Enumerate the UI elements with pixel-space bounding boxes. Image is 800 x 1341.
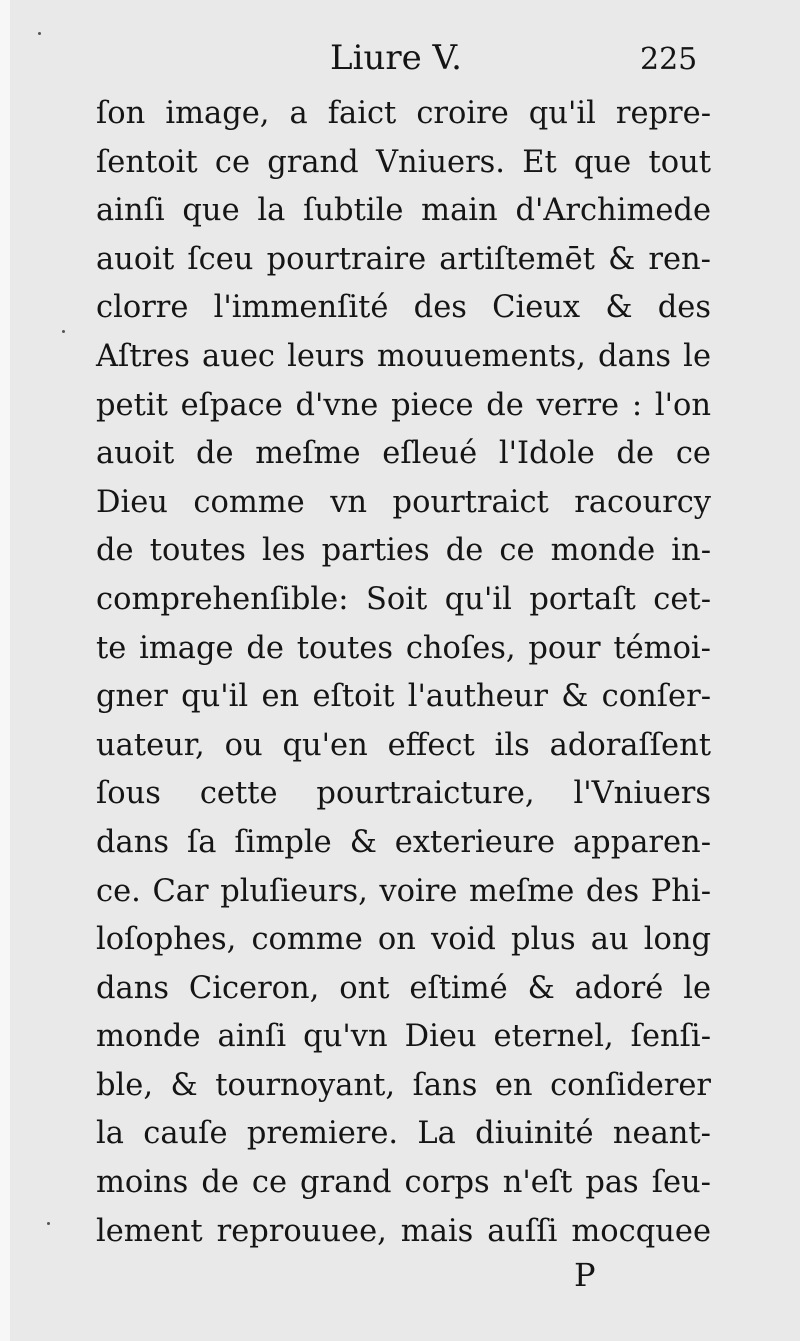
text-line: comprehenſible: Soit qu'il portaſt cet-: [96, 581, 711, 617]
text-line: loſophes, comme on void plus au long: [96, 922, 711, 958]
text-line: uateur, ou qu'en effect ils adoraſſent: [96, 727, 711, 763]
text-line: lement reprouuee, mais auſſi mocquee: [96, 1213, 711, 1249]
text-line: ſon image, a faict croire qu'il repre-: [96, 96, 711, 131]
ink-speck: [38, 32, 41, 35]
text-line: clorre l'immenſité des Cieux & des: [96, 290, 711, 326]
body-text: [96, 90, 711, 1256]
page-edge: [0, 0, 10, 1341]
text-line: ce. Car pluſieurs, voire meſme des Phi-: [96, 873, 711, 909]
text-line: monde ainſi qu'vn Dieu eternel, ſenſi-: [96, 1019, 711, 1055]
text-line: te image de toutes choſes, pour témoi-: [96, 630, 711, 666]
text-line: dans Ciceron, ont eſtimé & adoré le: [96, 970, 711, 1006]
text-line: petit eſpace d'vne piece de verre : l'on: [96, 387, 711, 423]
text-line: Dieu comme vn pourtraict racourcy: [96, 484, 711, 520]
ink-speck: [47, 1222, 50, 1225]
text-line: ſous cette pourtraicture, l'Vniuers: [96, 776, 711, 812]
text-line: ainſi que la ſubtile main d'Archimede: [96, 193, 711, 229]
text-line: de toutes les parties de ce monde in-: [96, 533, 711, 569]
text-line: la cauſe premiere. La diuinité neant-: [96, 1116, 711, 1152]
text-line: Aſtres auec leurs mouuements, dans le: [96, 338, 711, 374]
text-line: ſentoit ce grand Vniuers. Et que tout: [96, 144, 711, 180]
text-line: auoit ſceu pourtraire artiſtemēt & ren-: [96, 241, 711, 277]
text-line: moins de ce grand corps n'eſt pas ſeu-: [96, 1165, 711, 1201]
running-title: Liure V.: [330, 38, 462, 78]
text-line: auoit de meſme eſleué l'Idole de ce: [96, 436, 711, 472]
ink-speck: [62, 330, 65, 333]
signature-mark: P: [574, 1256, 596, 1294]
page-number: 225: [640, 42, 698, 77]
page-header: [0, 38, 800, 88]
text-line: dans ſa ſimple & exterieure apparen-: [96, 824, 711, 860]
text-line: gner qu'il en eſtoit l'autheur & conſer-: [96, 679, 711, 715]
text-line: ble, & tournoyant, ſans en conſiderer: [96, 1067, 711, 1103]
